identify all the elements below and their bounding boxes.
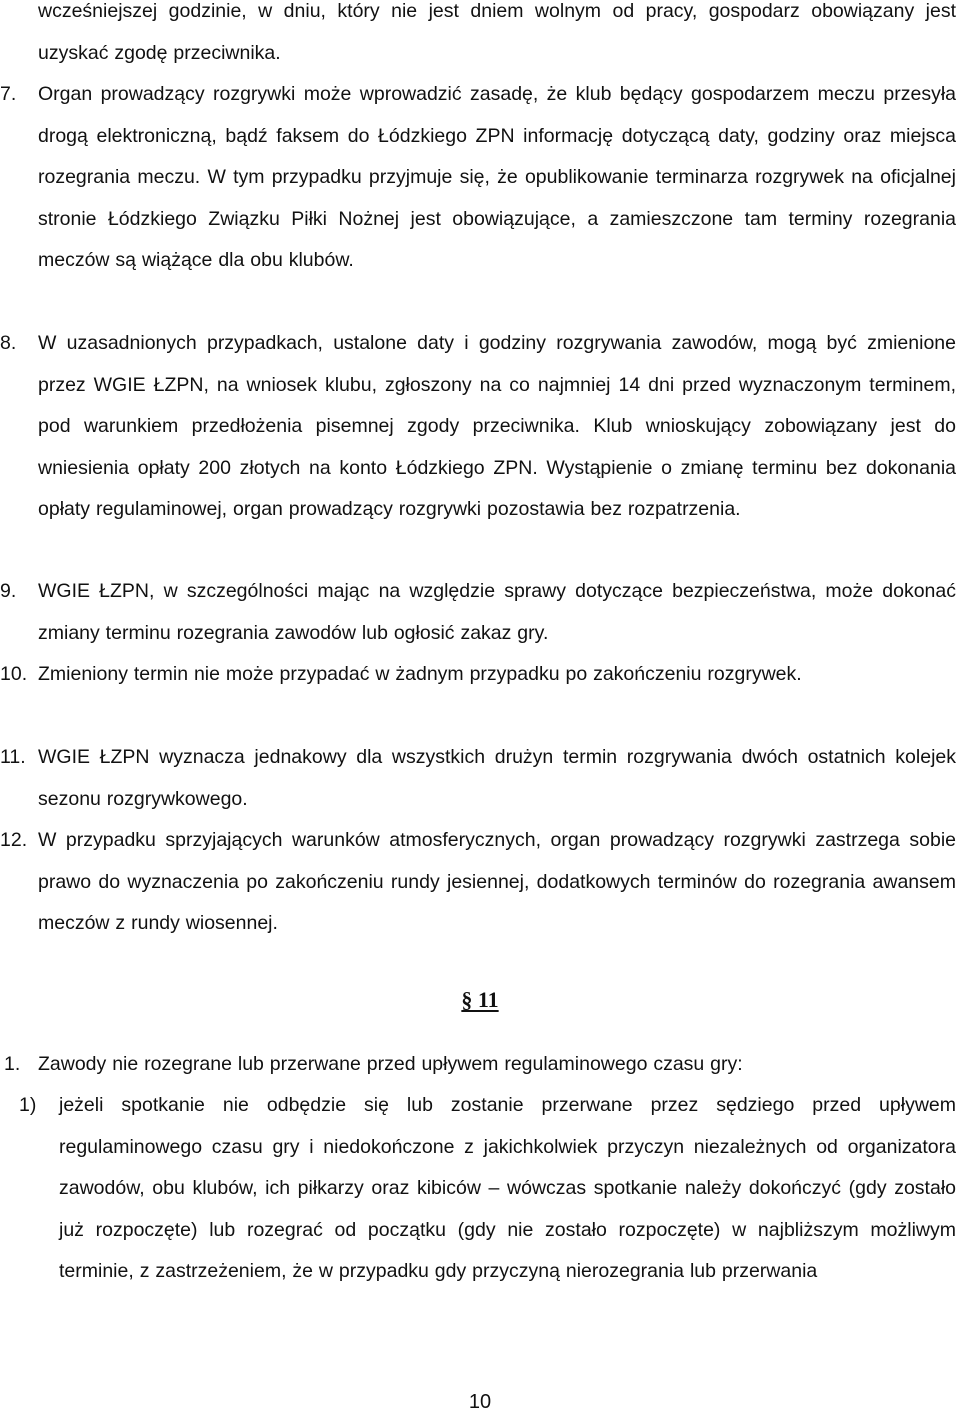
item-text: WGIE ŁZPN wyznacza jednakowy dla wszystkich drużyn termin rozgrywania dwóch ostatnich kolejek sezonu rozgrywkowego. <box>38 746 956 810</box>
list-item-10 <box>0 654 956 696</box>
list-item-11 <box>0 737 956 820</box>
item-number: 7. <box>0 83 17 105</box>
item-text: W uzasadnionych przypadkach, ustalone daty i godziny rozgrywania zawodów, mogą być zmienione przez WGIE ŁZPN, na wniosek klubu, zgłoszony na co najmniej 14 dni przed wyznaczonym terminem, pod warunkiem przedłożenia pisemnej zgody przeciwnika. Klub wnioskujący zobowiązany jest do wniesienia opłaty 200 złotych na konto Łódzkiego ZPN. Wystąpienie o zmianę terminu bez dokonania opłaty regulaminowej, organ prowadzący rozgrywki pozostawia bez rozpatrzenia. <box>38 332 956 521</box>
item-number: 8. <box>0 332 17 354</box>
section-heading-text: § 11 <box>461 987 499 1012</box>
section-subitem-1 <box>0 1085 956 1293</box>
item-text: Zawody nie rozegrane lub przerwane przed upływem regulaminowego czasu gry: <box>38 1053 743 1075</box>
list-item-9 <box>0 571 956 654</box>
section-heading <box>0 987 960 1013</box>
item-number: 9. <box>0 580 17 602</box>
continuation-paragraph: wcześniejszej godzinie, w dniu, który nie jest dniem wolnym od pracy, gospodarz obowiązany jest uzyskać zgodę przeciwnika. <box>38 0 956 64</box>
item-text: WGIE ŁZPN, w szczególności mając na względzie sprawy dotyczące bezpieczeństwa, może dokonać zmiany terminu rozegrania zawodów lub ogłosić zakaz gry. <box>38 580 956 644</box>
item-text: Zmieniony termin nie może przypadać w żadnym przypadku po zakończeniu rozgrywek. <box>38 663 802 685</box>
subitem-number: 1) <box>19 1094 37 1116</box>
item-number: 1. <box>4 1053 21 1075</box>
item-text: W przypadku sprzyjających warunków atmosferycznych, organ prowadzący rozgrywki zastrzega sobie prawo do wyznaczenia po zakończeniu rundy jesiennej, dodatkowych terminów do rozegrania awansem meczów z rundy wiosennej. <box>38 829 956 935</box>
item-text: Organ prowadzący rozgrywki może wprowadzić zasadę, że klub będący gospodarzem meczu przesyła drogą elektroniczną, bądź faksem do Łódzkiego ZPN informację dotyczącą daty, godziny oraz miejsca rozegrania meczu. W tym przypadku przyjmuje się, że opublikowanie terminarza rozgrywek na oficjalnej stronie Łódzkiego Związku Piłki Nożnej jest obowiązujące, a zamieszczone tam terminy rozegrania meczów są wiążące dla obu klubów. <box>38 83 956 272</box>
section-item-1 <box>0 1044 956 1086</box>
item-number: 11. <box>0 746 26 768</box>
item-number: 10. <box>0 663 28 685</box>
subitem-text: jeżeli spotkanie nie odbędzie się lub zostanie przerwane przez sędziego przed upływem regulaminowego czasu gry i niedokończone z jakichkolwiek przyczyn niezależnych od organizatora zawodów, obu klubów, ich piłkarzy oraz kibiców – wówczas spotkanie należy dokończyć (gdy zostało już rozpoczęte) lub rozegrać od początku (gdy nie zostało rozpoczęte) w najbliższym możliwym terminie, z zastrzeżeniem, że w przypadku gdy przyczyną nierozegrania lub przerwania <box>59 1094 956 1283</box>
item-number: 12. <box>0 829 28 851</box>
page-number: 10 <box>468 1391 492 1413</box>
list-item-12 <box>0 820 956 945</box>
list-item-8 <box>0 323 956 531</box>
list-item-7 <box>0 74 956 282</box>
